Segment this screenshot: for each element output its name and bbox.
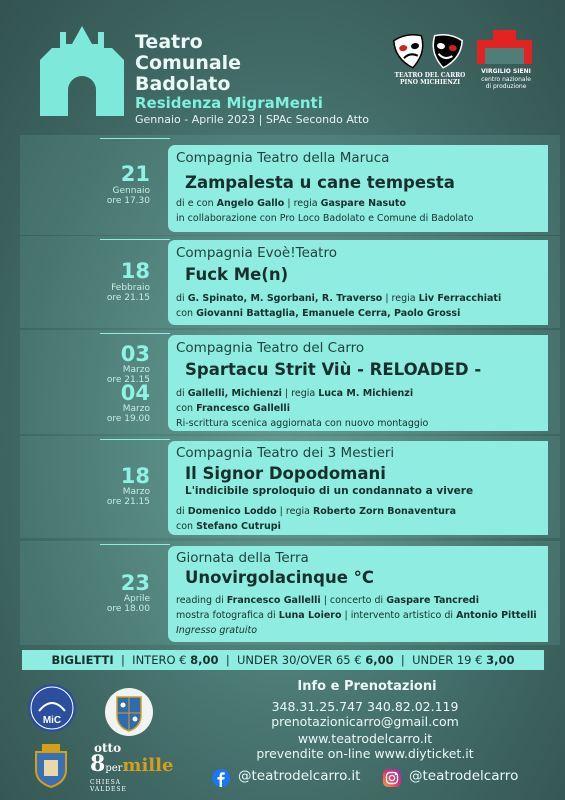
event-month: Febbraio [111, 283, 150, 293]
presale-link[interactable]: prevendite on-line www.diyticket.it [256, 746, 474, 761]
event-card [168, 240, 548, 325]
event-card [168, 145, 548, 232]
event-time: ore 21.15 [106, 293, 150, 303]
virgilio-sieni-name: VIRGILIO SIENI [481, 68, 531, 75]
virgilio-sieni-subtitle: centro nazionale di produzione [481, 76, 531, 90]
event-day-second: 04 [120, 381, 150, 405]
event-credits: reading di Francesco Gallelli | concerto di Gaspare Tancredi mostra fotografica di Luna Loiero | intervento artistico di Antonio Pittelli Ingresso gratuito [176, 595, 537, 636]
event-show-title: Il Signor Dopodomani [185, 464, 386, 483]
event-day: 03 [120, 342, 150, 366]
ticket-prices-bar: BIGLIETTI | INTERO € 8,00 | UNDER 30/OVER 65 € 6,00 | UNDER 19 € 3,00 [22, 650, 544, 670]
season-period: Gennaio - Aprile 2023 | SPAc Secondo Atto [135, 113, 370, 126]
info-title: Info e Prenotazioni [297, 679, 437, 694]
event-divider [100, 439, 170, 440]
event-time: ore 21.15 [106, 375, 150, 385]
badolato-coat-of-arms [32, 744, 70, 788]
event-company: Compagnia Teatro dei 3 Mestieri [176, 445, 395, 461]
event-company: Compagnia Evoè!Teatro [176, 245, 337, 261]
residency-title: Residenza MigraMenti [135, 94, 323, 112]
email-link[interactable]: prenotazionicarro@gmail.com [271, 714, 459, 729]
event-show-title: Spartacu Strit Viù - RELOADED - [185, 360, 482, 379]
theatre-title: Teatro Comunale Badolato [135, 31, 242, 95]
event-company: Giornata della Terra [176, 550, 309, 566]
event-card [168, 441, 548, 535]
event-credits: di e con Angelo Gallo | regia Gaspare Nasuto in collaborazione con Pro Loco Badolato e Comune di Badolato [176, 198, 474, 224]
svg-text:MiC: MiC [42, 715, 62, 726]
event-divider [100, 333, 170, 334]
instagram-icon[interactable] [383, 769, 401, 787]
calabria-region-logo [103, 687, 155, 737]
facebook-handle[interactable]: @teatrodelcarro.it [238, 768, 361, 784]
mic-logo [27, 683, 77, 733]
event-company: Compagnia Teatro del Carro [176, 340, 365, 356]
teatro-del-carro-label: TEATRO DEL CARRO PINO MICHIENZI [394, 72, 466, 86]
otto-per-mille-logo: otto 8permille CHIESA VALDESE [90, 741, 174, 793]
event-day: 18 [120, 464, 150, 488]
event-company: Compagnia Teatro della Maruca [176, 150, 390, 166]
virgilio-sieni-logo [477, 30, 532, 64]
event-divider [100, 239, 170, 240]
event-time: ore 21.15 [106, 497, 150, 507]
event-day: 21 [120, 162, 150, 186]
event-divider [100, 138, 170, 139]
event-time: ore 17.30 [106, 196, 150, 206]
event-show-subtitle: L'indicibile sproloquio di un condannato a vivere [185, 485, 474, 497]
facebook-icon[interactable] [212, 769, 230, 787]
event-show-title: Zampalesta u cane tempesta [185, 173, 455, 192]
event-day: 23 [120, 571, 150, 595]
event-time-second: ore 19.00 [106, 414, 150, 424]
event-month: Marzo [122, 487, 150, 497]
event-card [168, 335, 548, 431]
event-credits: di Gallelli, Michienzi | regia Luca M. Michienzi con Francesco Gallelli Ri-scrittura scenica aggiornata con nuovo montaggio [176, 388, 429, 429]
phone-numbers[interactable]: 348.31.25.747 340.82.02.119 [271, 699, 459, 714]
event-credits: di Domenico Loddo | regia Roberto Zorn Bonaventura con Stefano Cutrupi [176, 506, 457, 532]
website-link[interactable]: www.teatrodelcarro.it [297, 731, 433, 746]
event-credits: di G. Spinato, M. Sgorbani, R. Traverso | regia Liv Ferracchiati con Giovanni Battaglia, Emanuele Cerra, Paolo Grossi [176, 293, 502, 319]
event-card [168, 546, 548, 642]
event-month: Marzo [122, 365, 150, 375]
event-show-title: Fuck Me(n) [185, 265, 289, 284]
event-show-title: Unovirgolacinque °C [185, 568, 375, 587]
event-month-second: Marzo [122, 404, 150, 414]
event-time: ore 18.00 [106, 604, 150, 614]
event-divider [100, 544, 170, 545]
event-month: Aprile [123, 594, 150, 604]
event-month: Gennaio [112, 186, 150, 196]
theatre-masks-icon [388, 32, 468, 70]
event-day: 18 [120, 259, 150, 283]
theatre-building-logo [36, 20, 128, 118]
instagram-handle[interactable]: @teatrodelcarro [409, 768, 519, 784]
